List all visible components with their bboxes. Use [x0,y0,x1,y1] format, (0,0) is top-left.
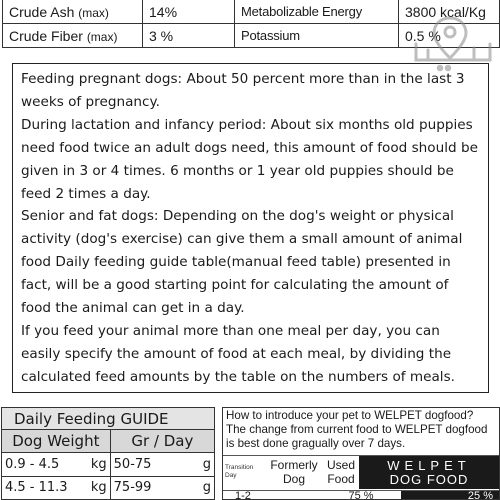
feeding-instructions-box [12,63,489,393]
paragraph-lactation: During lactation and infancy period: About six months old puppies need food twice an adult dogs need, this amount of food should be given in 3 or 4 times. 6 months or 1 year old puppies should be feed 2 times a day. [21,116,478,202]
paragraph-senior-dogs: Senior and fat dogs: Depending on the dog's weight or physical activity (dog's exercise) can give them a small amount of animal food Daily feeding guide table(manual feed table) presented in fact, will be a good starting point for calculating the amount of food the animal can get in a day. [21,208,463,317]
paragraph-multiple-meals: If you feed your animal more than one meal per day, you can easily specify the amount of food at each meal, by dividing the calculated feed amounts by the table on the numbers of meals. [21,322,455,385]
transition-header-row [223,455,499,489]
old-food-percent: 75 % [348,490,374,500]
brand-name: WELPET [387,458,471,473]
feeding-guide-header-row [2,430,215,453]
dog-weight-cell: 0.9 - 4.5 kg [2,453,111,476]
food-transition-panel [222,407,500,500]
table-row [2,476,215,499]
column-header-dog-weight: Dog Weight [2,430,111,453]
nutrient-value: 3800 kcal/Kg [399,0,500,24]
welpet-brand-header [359,456,499,489]
transition-day-label: Transition Day [225,464,254,479]
brand-subtitle: DOG FOOD [389,472,469,487]
transition-question: How to introduce your pet to WELPET dogfood? The change from current food to WELPET dogfood is best done gragually over 7 days. [226,409,488,450]
old-food-header [265,456,359,489]
nutrient-name: Crude Fiber (max) [3,24,143,48]
new-food-percent: 25 % [401,491,499,500]
used-food-label: Used Food [326,458,355,486]
nutrient-value: 3 % [143,24,235,48]
nutrient-value: 0.5 % [399,24,500,48]
formerly-dog-label: Formerly Dog [270,458,318,486]
table-row [223,490,499,500]
column-header-gr-day: Gr / Day [110,430,214,453]
dog-weight-cell: 4.5 - 11.3 kg [2,476,111,499]
daily-feeding-guide-table [1,407,215,500]
paragraph-pregnant-dogs: Feeding pregnant dogs: About 50 percent more than in the last 3 weeks of pregnancy. [21,71,465,110]
nutrient-value: 14% [143,0,235,24]
nutrient-name: Metabolizable Energy [235,0,399,24]
nutrient-qualifier: (max) [78,5,109,20]
table-row [2,453,215,476]
transition-day-value: 1-2 [235,490,251,500]
nutrient-qualifier: (max) [86,29,118,44]
feeding-guide-title: Daily Feeding GUIDE [2,408,215,430]
grams-per-day-cell: 50-75 g [110,453,214,476]
grams-per-day-cell: 75-99 g [110,476,214,499]
nutrient-name: Crude Ash (max) [3,0,143,24]
nutrient-name: Potassium [235,24,399,48]
